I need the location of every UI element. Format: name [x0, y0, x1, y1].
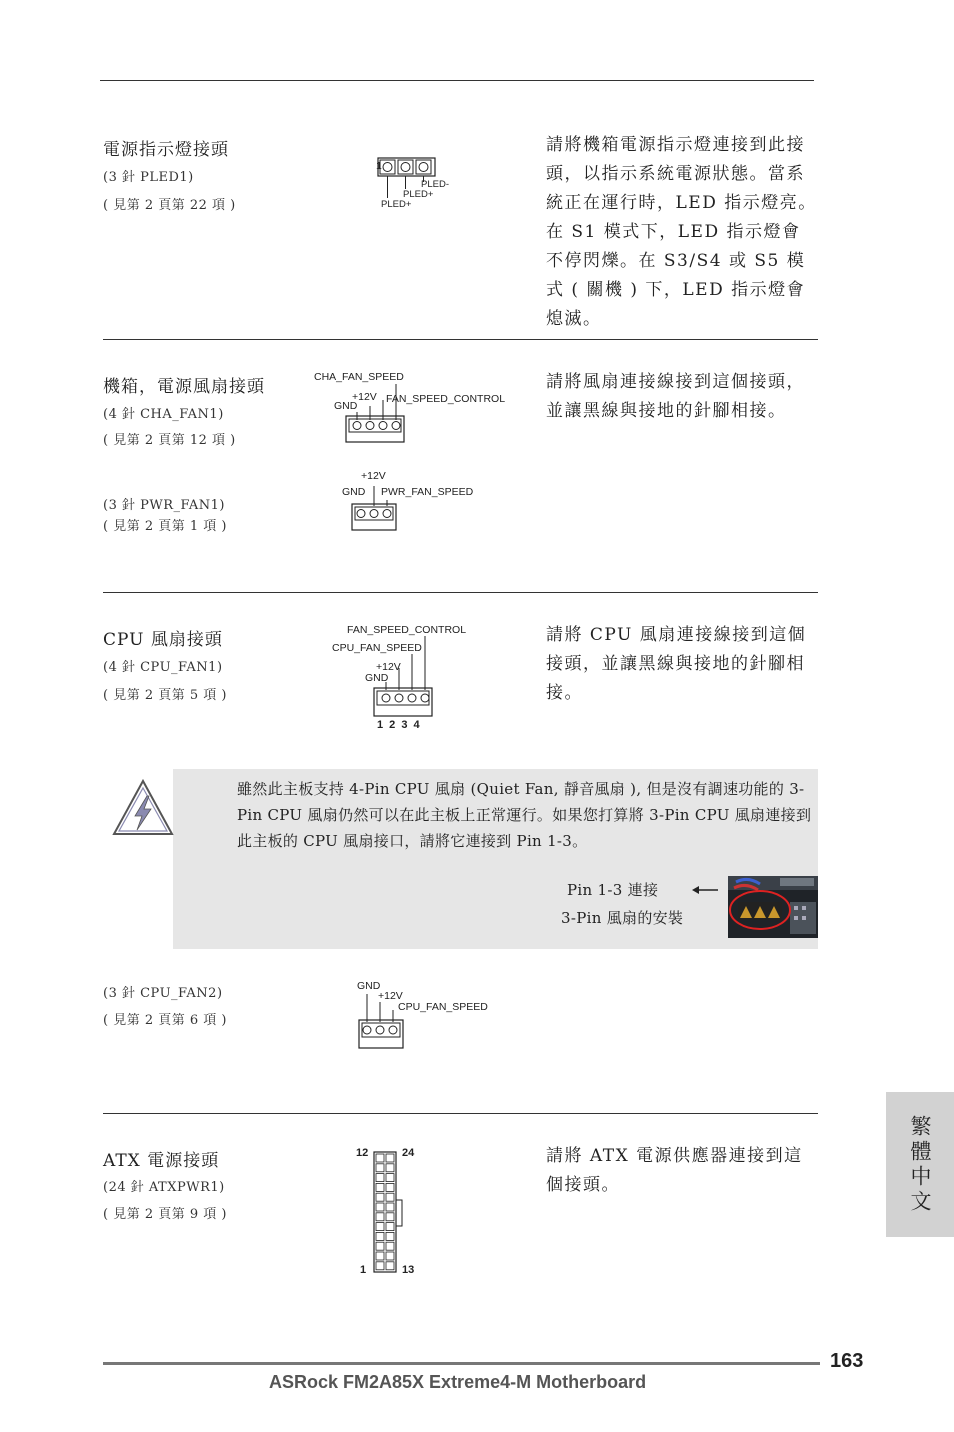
chafan-pins: (4 針 CHA_FAN1)	[103, 407, 224, 422]
pwrfan-connector-svg	[348, 484, 408, 534]
cpufan2-label-speed: CPU_FAN_SPEED	[398, 1001, 488, 1013]
atx-label-1: 1	[360, 1264, 367, 1276]
cpufan2-label-gnd: GND	[357, 980, 381, 992]
atx-connector-svg	[372, 1150, 422, 1275]
pwrfan-label-12v: +12V	[361, 470, 386, 482]
warning-note-1: Pin 1-3 連接	[567, 881, 659, 899]
pled-ref: ( 見第 2 頁第 22 項 )	[103, 198, 236, 213]
cpufan-connector-svg	[368, 634, 448, 724]
chafan-label-gnd: GND	[334, 400, 358, 412]
top-rule	[100, 80, 814, 81]
pled-pins: (3 針 PLED1)	[103, 170, 194, 185]
cpufan-label-speed: CPU_FAN_SPEED	[332, 642, 422, 654]
cpufan2-pins: (3 針 CPU_FAN2)	[103, 986, 223, 1001]
pwrfan-ref: ( 見第 2 頁第 1 項 )	[103, 519, 227, 534]
chafan-label-control: FAN_SPEED_CONTROL	[386, 393, 506, 405]
atx-label-12: 12	[356, 1147, 369, 1159]
chafan-description: 請將風扇連接線接到這個接頭，並讓黑線與接地的針腳相接。	[546, 372, 805, 421]
chafan-label-speed: CHA_FAN_SPEED	[314, 371, 404, 383]
atx-label-24: 24	[402, 1147, 415, 1159]
warning-icon	[111, 778, 175, 838]
pled-label-plus-b: PLED+	[381, 199, 412, 210]
footer-title: ASRock FM2A85X Extreme4-M Motherboard	[269, 1372, 647, 1392]
cpufan-ref: ( 見第 2 頁第 5 項 )	[103, 688, 227, 703]
cpufan-title: CPU 風扇接頭	[103, 630, 223, 650]
atx-ref: ( 見第 2 頁第 9 項 )	[103, 1207, 227, 1222]
chafan-label-12v: +12V	[352, 391, 377, 403]
divider-3	[103, 1113, 818, 1114]
divider-2	[103, 592, 818, 593]
pled-label-1: 1	[376, 160, 382, 172]
cpufan-pins: (4 針 CPU_FAN1)	[103, 660, 223, 675]
pled-label-plus-a: PLED+	[403, 189, 434, 200]
cpufan-pin-numbers: 1 2 3 4	[377, 719, 420, 731]
warning-text: 雖然此主板支持 4-Pin CPU 風扇 (Quiet Fan, 靜音風扇 ), 但是沒有調速功能的 3-Pin CPU 風扇仍然可以在此主板上正常運行。如果您打算將 3-Pin CPU 風扇連接到此主板的 CPU 風扇接口，請將它連接到 Pin 1-3。	[237, 780, 812, 850]
pwrfan-label-gnd: GND	[342, 486, 366, 498]
cpufan-description: 請將 CPU 風扇連接線接到這個接頭，並讓黑線與接地的針腳相接。	[546, 625, 807, 703]
pled-label-minus: PLED-	[421, 179, 449, 190]
atx-description: 請將 ATX 電源供應器連接到這個接頭。	[546, 1146, 803, 1195]
cpufan2-ref: ( 見第 2 頁第 6 項 )	[103, 1013, 227, 1028]
warning-note-2: 3-Pin 風扇的安裝	[561, 909, 684, 927]
cpufan-label-gnd: GND	[365, 672, 389, 684]
pled-description: 請將機箱電源指示燈連接到此接頭，以指示系統電源狀態。當系統正在運行時，LED 指示燈亮。在 S1 模式下，LED 指示燈會不停閃爍。在 S3/S4 或 S5 模式 ( 關機 ) 下，LED 指示燈會熄滅。	[546, 135, 817, 329]
page-number: 163	[830, 1350, 864, 1372]
chafan-ref: ( 見第 2 頁第 12 項 )	[103, 433, 236, 448]
cpufan2-label-12v: +12V	[378, 990, 403, 1002]
footer-bar	[103, 1362, 820, 1365]
chafan-connector-svg	[340, 378, 420, 448]
cpufan2-connector-svg	[355, 990, 415, 1060]
cpufan-label-control: FAN_SPEED_CONTROL	[347, 624, 467, 636]
atx-pins: (24 針 ATXPWR1)	[103, 1180, 225, 1195]
pwrfan-label-speed: PWR_FAN_SPEED	[381, 486, 474, 498]
language-tab	[886, 1092, 954, 1237]
chafan-title: 機箱，電源風扇接頭	[103, 377, 265, 397]
atx-label-13: 13	[402, 1264, 415, 1276]
pled-title: 電源指示燈接頭	[103, 140, 229, 160]
atx-title: ATX 電源接頭	[103, 1151, 220, 1171]
cpufan-label-12v: +12V	[376, 661, 401, 673]
language-tab-label: 繁體中文	[908, 1114, 932, 1215]
pwrfan-pins: (3 針 PWR_FAN1)	[103, 498, 226, 513]
arrow-left-icon	[690, 884, 720, 896]
divider-1	[103, 339, 818, 340]
fan-install-photo	[728, 876, 818, 938]
